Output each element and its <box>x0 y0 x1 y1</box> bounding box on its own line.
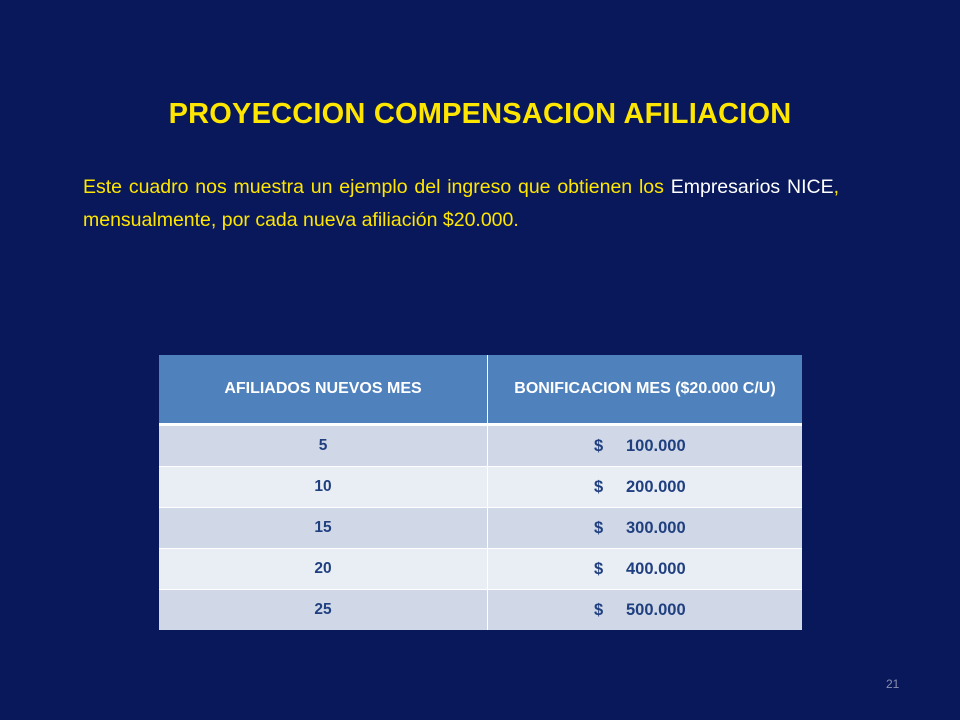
header-afiliados: AFILIADOS NUEVOS MES <box>159 355 488 425</box>
afiliados-cell: 20 <box>159 549 488 590</box>
compensation-table <box>159 355 802 630</box>
header-bonificacion: BONIFICACION MES ($20.000 C/U) <box>488 355 803 425</box>
bonificacion-amount: 300.000 <box>626 518 686 537</box>
currency-symbol: $ <box>594 600 604 619</box>
intro-text-part1: Este cuadro nos muestra un ejemplo del ingreso que obtienen los <box>83 176 671 198</box>
bonificacion-amount: 500.000 <box>626 600 686 619</box>
page-number: 21 <box>886 677 900 691</box>
currency-symbol: $ <box>594 518 604 537</box>
bonificacion-cell <box>488 590 803 631</box>
afiliados-cell: 15 <box>159 508 488 549</box>
bonificacion-amount: 100.000 <box>626 436 686 455</box>
intro-paragraph <box>83 171 839 237</box>
intro-text-company: Empresarios NICE <box>670 176 834 198</box>
slide-title: PROYECCION COMPENSACION AFILIACION <box>168 98 792 130</box>
afiliados-cell: 10 <box>159 467 488 508</box>
table-row <box>159 467 802 508</box>
table-header-row <box>159 355 802 425</box>
bonificacion-cell <box>488 425 803 467</box>
bonificacion-amount: 200.000 <box>626 477 686 496</box>
intro-text-part3: , mensualmente, por cada nueva afiliación $20.000. <box>83 176 839 231</box>
table-row <box>159 590 802 631</box>
afiliados-cell: 5 <box>159 425 488 467</box>
currency-symbol: $ <box>594 477 604 496</box>
currency-symbol: $ <box>594 559 604 578</box>
table-row <box>159 508 802 549</box>
table-row <box>159 549 802 590</box>
currency-symbol: $ <box>594 436 604 455</box>
afiliados-cell: 25 <box>159 590 488 631</box>
bonificacion-amount: 400.000 <box>626 559 686 578</box>
bonificacion-cell <box>488 467 803 508</box>
bonificacion-cell <box>488 508 803 549</box>
table-row <box>159 425 802 467</box>
bonificacion-cell <box>488 549 803 590</box>
